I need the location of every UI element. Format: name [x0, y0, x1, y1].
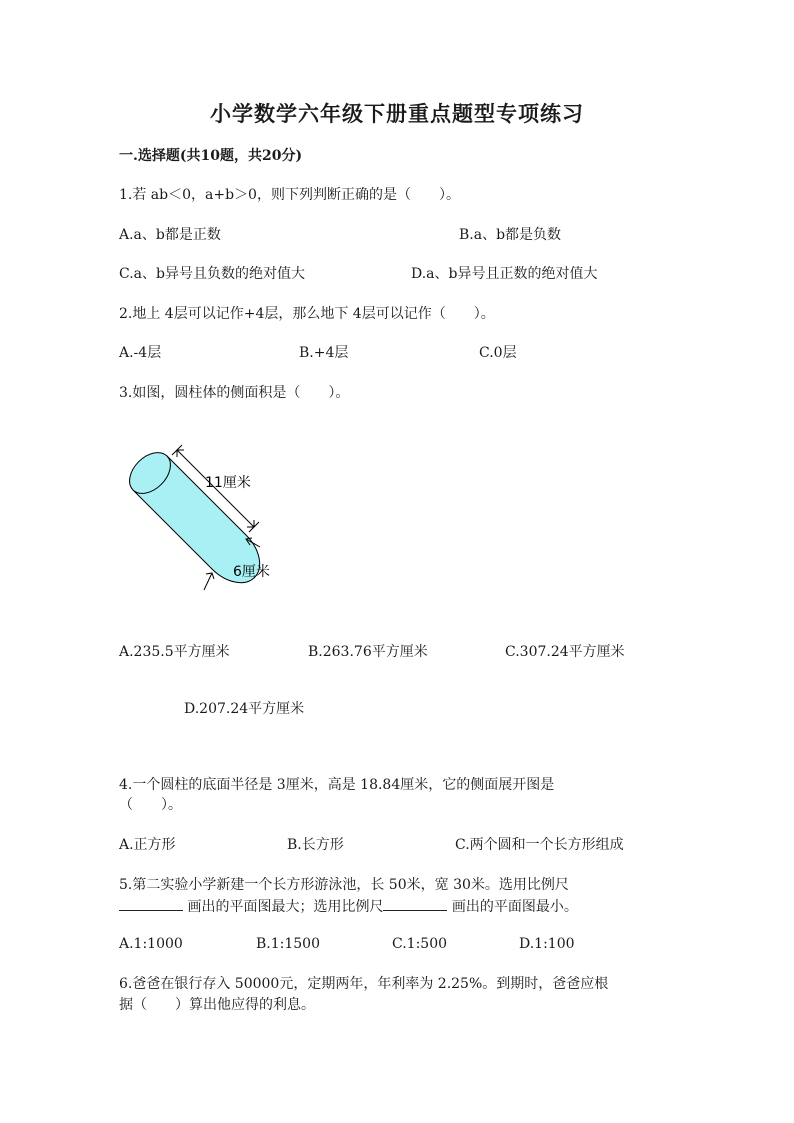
question-3-option-d: D.207.24平方厘米 [184, 701, 305, 717]
answer-blank-2[interactable] [383, 896, 447, 911]
question-6-stem-line-2: 据（ ）算出他应得的利息。 [119, 997, 315, 1013]
question-4-option-b: B.长方形 [287, 837, 344, 853]
page-title: 小学数学六年级下册重点题型专项练习 [210, 101, 584, 126]
question-1-option-c: C.a、b异号且负数的绝对值大 [119, 266, 305, 282]
question-2-option-a: A.-4层 [119, 345, 162, 361]
question-4-option-a: A.正方形 [119, 837, 176, 853]
question-3-option-a: A.235.5平方厘米 [119, 644, 230, 660]
diameter-label: 6厘米 [233, 564, 270, 580]
question-1-option-d: D.a、b异号且正数的绝对值大 [411, 266, 598, 282]
question-5-stem-part-2: 画出的平面图最大；选用比例尺 [187, 899, 384, 915]
question-3-option-b: B.263.76平方厘米 [308, 644, 428, 660]
question-3-option-c: C.307.24平方厘米 [505, 644, 625, 660]
question-2-stem: 2.地上 4层可以记作+4层，那么地下 4层可以记作（ ）。 [119, 306, 495, 322]
question-3-stem: 3.如图，圆柱体的侧面积是（ ）。 [119, 385, 350, 401]
answer-blank-1[interactable] [119, 896, 183, 911]
question-2-option-c: C.0层 [479, 345, 517, 361]
question-4-option-c: C.两个圆和一个长方形组成 [455, 837, 624, 853]
question-5-option-b: B.1:1500 [256, 936, 320, 952]
question-5-stem-part-3: 画出的平面图最小。 [451, 899, 578, 915]
question-1-option-a: A.a、b都是正数 [119, 227, 221, 243]
question-5-stem-line-1: 5.第二实验小学新建一个长方形游泳池，长 50米，宽 30米。选用比例尺 [119, 877, 569, 893]
cylinder-figure [110, 435, 290, 605]
question-5-stem-line-2 [119, 896, 578, 917]
question-5-option-d: D.1:100 [519, 936, 575, 952]
question-5-option-c: C.1:500 [392, 936, 448, 952]
diameter-arrow-lower [204, 573, 212, 590]
question-4-stem-line-2: （ ）。 [119, 797, 182, 813]
question-4-stem-line-1: 4.一个圆柱的底面半径是 3厘米，高是 18.84厘米，它的侧面展开图是 [119, 777, 555, 793]
section-heading: 一.选择题(共10题，共20分) [119, 148, 303, 164]
question-5-option-a: A.1:1000 [119, 936, 183, 952]
question-2-option-b: B.+4层 [299, 345, 349, 361]
length-label: 11厘米 [205, 475, 251, 491]
question-1-stem: 1.若 ab＜0，a+b＞0，则下列判断正确的是（ ）。 [119, 187, 460, 203]
question-6-stem-line-1: 6.爸爸在银行存入 50000元，定期两年，年利率为 2.25%。到期时，爸爸应根 [119, 976, 609, 992]
question-1-option-b: B.a、b都是负数 [459, 227, 562, 243]
